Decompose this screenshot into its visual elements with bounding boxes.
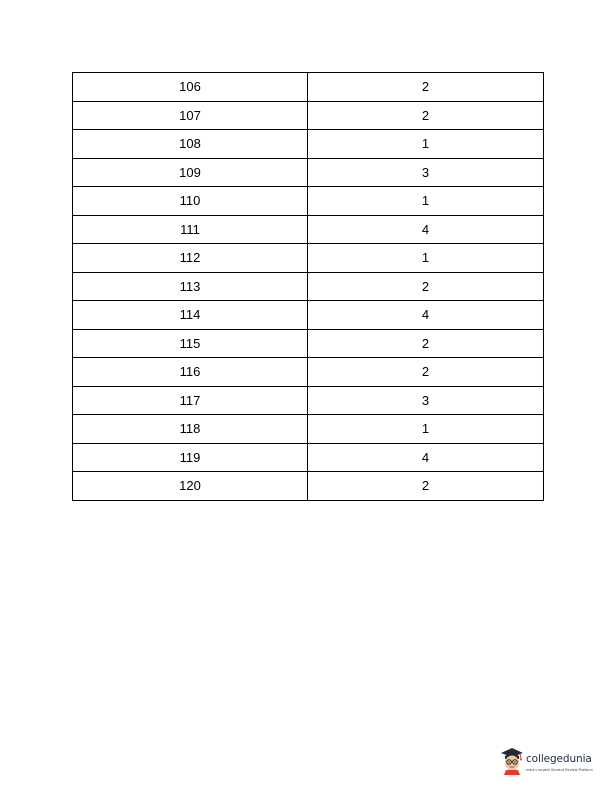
answer-option-cell: 2 (308, 272, 544, 301)
question-number-cell: 119 (73, 443, 308, 472)
table-row (73, 358, 544, 387)
answer-option-cell: 1 (308, 244, 544, 273)
answer-option-cell: 3 (308, 158, 544, 187)
table-row (73, 415, 544, 444)
question-number-cell: 113 (73, 272, 308, 301)
answer-option-cell: 2 (308, 329, 544, 358)
table-row (73, 130, 544, 159)
table-row (73, 187, 544, 216)
answer-option-cell: 1 (308, 187, 544, 216)
logo-tagline: India's largest Student Review Platform (526, 768, 593, 772)
answer-option-cell: 2 (308, 73, 544, 102)
table-row (73, 272, 544, 301)
table-row (73, 443, 544, 472)
answer-option-cell: 4 (308, 215, 544, 244)
answer-option-cell: 1 (308, 130, 544, 159)
question-number-cell: 110 (73, 187, 308, 216)
student-mascot-icon (499, 745, 525, 775)
question-number-cell: 109 (73, 158, 308, 187)
answer-option-cell: 2 (308, 358, 544, 387)
table-row (73, 101, 544, 130)
question-number-cell: 120 (73, 472, 308, 501)
answer-option-cell: 2 (308, 101, 544, 130)
answer-option-cell: 1 (308, 415, 544, 444)
logo-wordmark: collegedunia (526, 753, 592, 765)
answer-key-table (72, 72, 544, 501)
question-number-cell: 114 (73, 301, 308, 330)
question-number-cell: 118 (73, 415, 308, 444)
question-number-cell: 116 (73, 358, 308, 387)
table-row (73, 73, 544, 102)
question-number-cell: 106 (73, 73, 308, 102)
table-row (73, 158, 544, 187)
table-row (73, 215, 544, 244)
answer-option-cell: 2 (308, 472, 544, 501)
answer-key-table-body (73, 73, 544, 501)
answer-option-cell: 4 (308, 443, 544, 472)
table-row (73, 386, 544, 415)
question-number-cell: 115 (73, 329, 308, 358)
question-number-cell: 112 (73, 244, 308, 273)
table-row (73, 244, 544, 273)
question-number-cell: 117 (73, 386, 308, 415)
table-row (73, 329, 544, 358)
answer-option-cell: 4 (308, 301, 544, 330)
answer-option-cell: 3 (308, 386, 544, 415)
table-row (73, 301, 544, 330)
table-row (73, 472, 544, 501)
question-number-cell: 107 (73, 101, 308, 130)
collegedunia-logo (499, 745, 607, 779)
question-number-cell: 111 (73, 215, 308, 244)
question-number-cell: 108 (73, 130, 308, 159)
